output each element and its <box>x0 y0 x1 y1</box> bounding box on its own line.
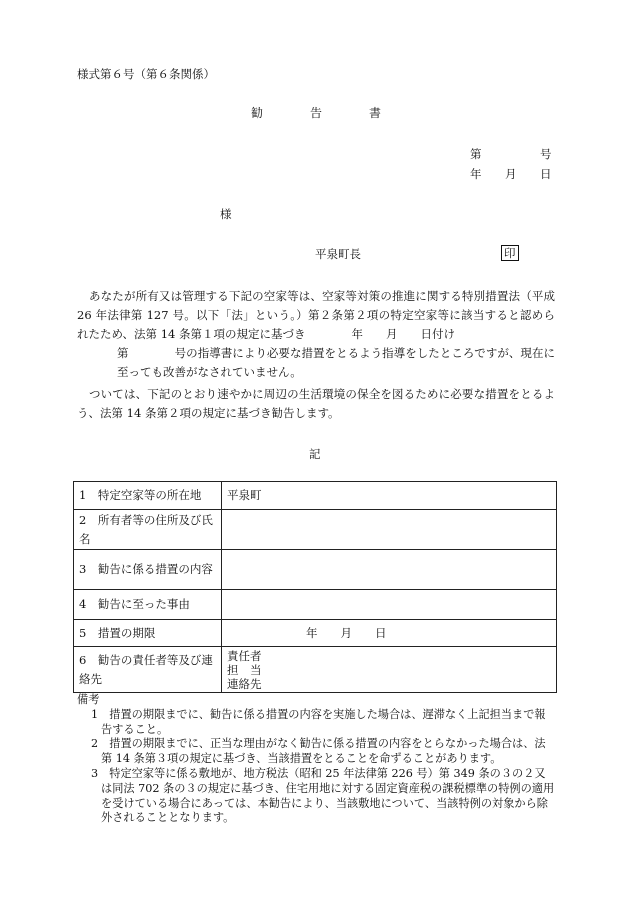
note-item: 2 措置の期限までに、正当な理由がなく勧告に係る措置の内容をとらなかった場合は、法第 14 条第３項の規定に基づき、当該措置をとることを命ずることがあります。 <box>91 737 546 766</box>
row-value <box>222 647 557 693</box>
contact-line: 責任者 <box>227 648 262 663</box>
row-label: 3 勧告に係る措置の内容 <box>74 550 222 590</box>
sender-name: 平泉町長 <box>315 247 361 261</box>
row-label: 6 勧告の責任者等及び連絡先 <box>74 647 222 693</box>
body-text: ついては、下記のとおり速やかに周辺の生活環境の保全を図るために必要な措置をとるよう、法第 14 条第２項の規定に基づき勧告します。 <box>77 387 555 420</box>
table-row <box>74 620 557 647</box>
title-char: 書 <box>369 106 382 120</box>
row-label: 2 所有者等の住所及び氏名 <box>74 510 222 550</box>
table-row <box>74 510 557 550</box>
table-row <box>74 590 557 620</box>
date-month: 月 <box>505 167 517 181</box>
table-row <box>74 550 557 590</box>
title-char: 勧 <box>251 106 264 120</box>
row-value <box>222 590 557 620</box>
row-value: 年 月 日 <box>222 620 557 647</box>
body-text-continued: 第 号の指導書により必要な措置をとるよう指導をしたところですが、現在に至っても改善がなされていません。 <box>117 346 555 379</box>
contact-line: 担 当 <box>227 662 262 677</box>
ki-heading: 記 <box>309 447 321 461</box>
notes-heading: 備考 <box>77 693 100 706</box>
notes-section <box>77 693 555 826</box>
table-row <box>74 482 557 510</box>
note-item: 1 措置の期限までに、勧告に係る措置の内容を実施した場合は、遅滞なく上記担当まで報告すること。 <box>91 707 546 736</box>
seal-mark: 印 <box>501 245 519 261</box>
row-label: 1 特定空家等の所在地 <box>74 482 222 510</box>
body-text: あなたが所有又は管理する下記の空家等は、空家等対策の推進に関する特別措置法（平成 26 年法律第 127 号。以下「法」という。）第２条第２項の特定空家等に該当すると認められたため、法第 14 条第１項の規定に基づき 年 月 日付け <box>77 289 555 341</box>
row-value: 平泉町 <box>222 482 557 510</box>
doc-number-suffix: 号 <box>540 147 552 161</box>
record-table <box>73 481 557 693</box>
row-value <box>222 550 557 590</box>
form-number: 様式第６号（第６条関係） <box>77 67 215 81</box>
title-char: 告 <box>310 106 323 120</box>
contact-line: 連絡先 <box>227 676 262 691</box>
date-day: 日 <box>540 167 552 181</box>
body-paragraph-2 <box>77 385 555 423</box>
addressee-suffix: 様 <box>220 207 232 221</box>
body-paragraph-1 <box>77 287 555 382</box>
row-value <box>222 510 557 550</box>
note-item: 3 特定空家等に係る敷地が、地方税法（昭和 25 年法律第 226 号）第 349 条の３の２又は同法 702 条の３の規定に基づき、住宅用地に対する固定資産税の課税標準の特例の適用を受けている場合にあっては、本勧告により、当該敷地について、当該特例の対象から除外されることとなります。 <box>91 766 555 825</box>
table-row <box>74 647 557 693</box>
row-label: 5 措置の期限 <box>74 620 222 647</box>
date-year: 年 <box>470 167 482 181</box>
row-label: 4 勧告に至った事由 <box>74 590 222 620</box>
doc-number-prefix: 第 <box>470 147 482 161</box>
